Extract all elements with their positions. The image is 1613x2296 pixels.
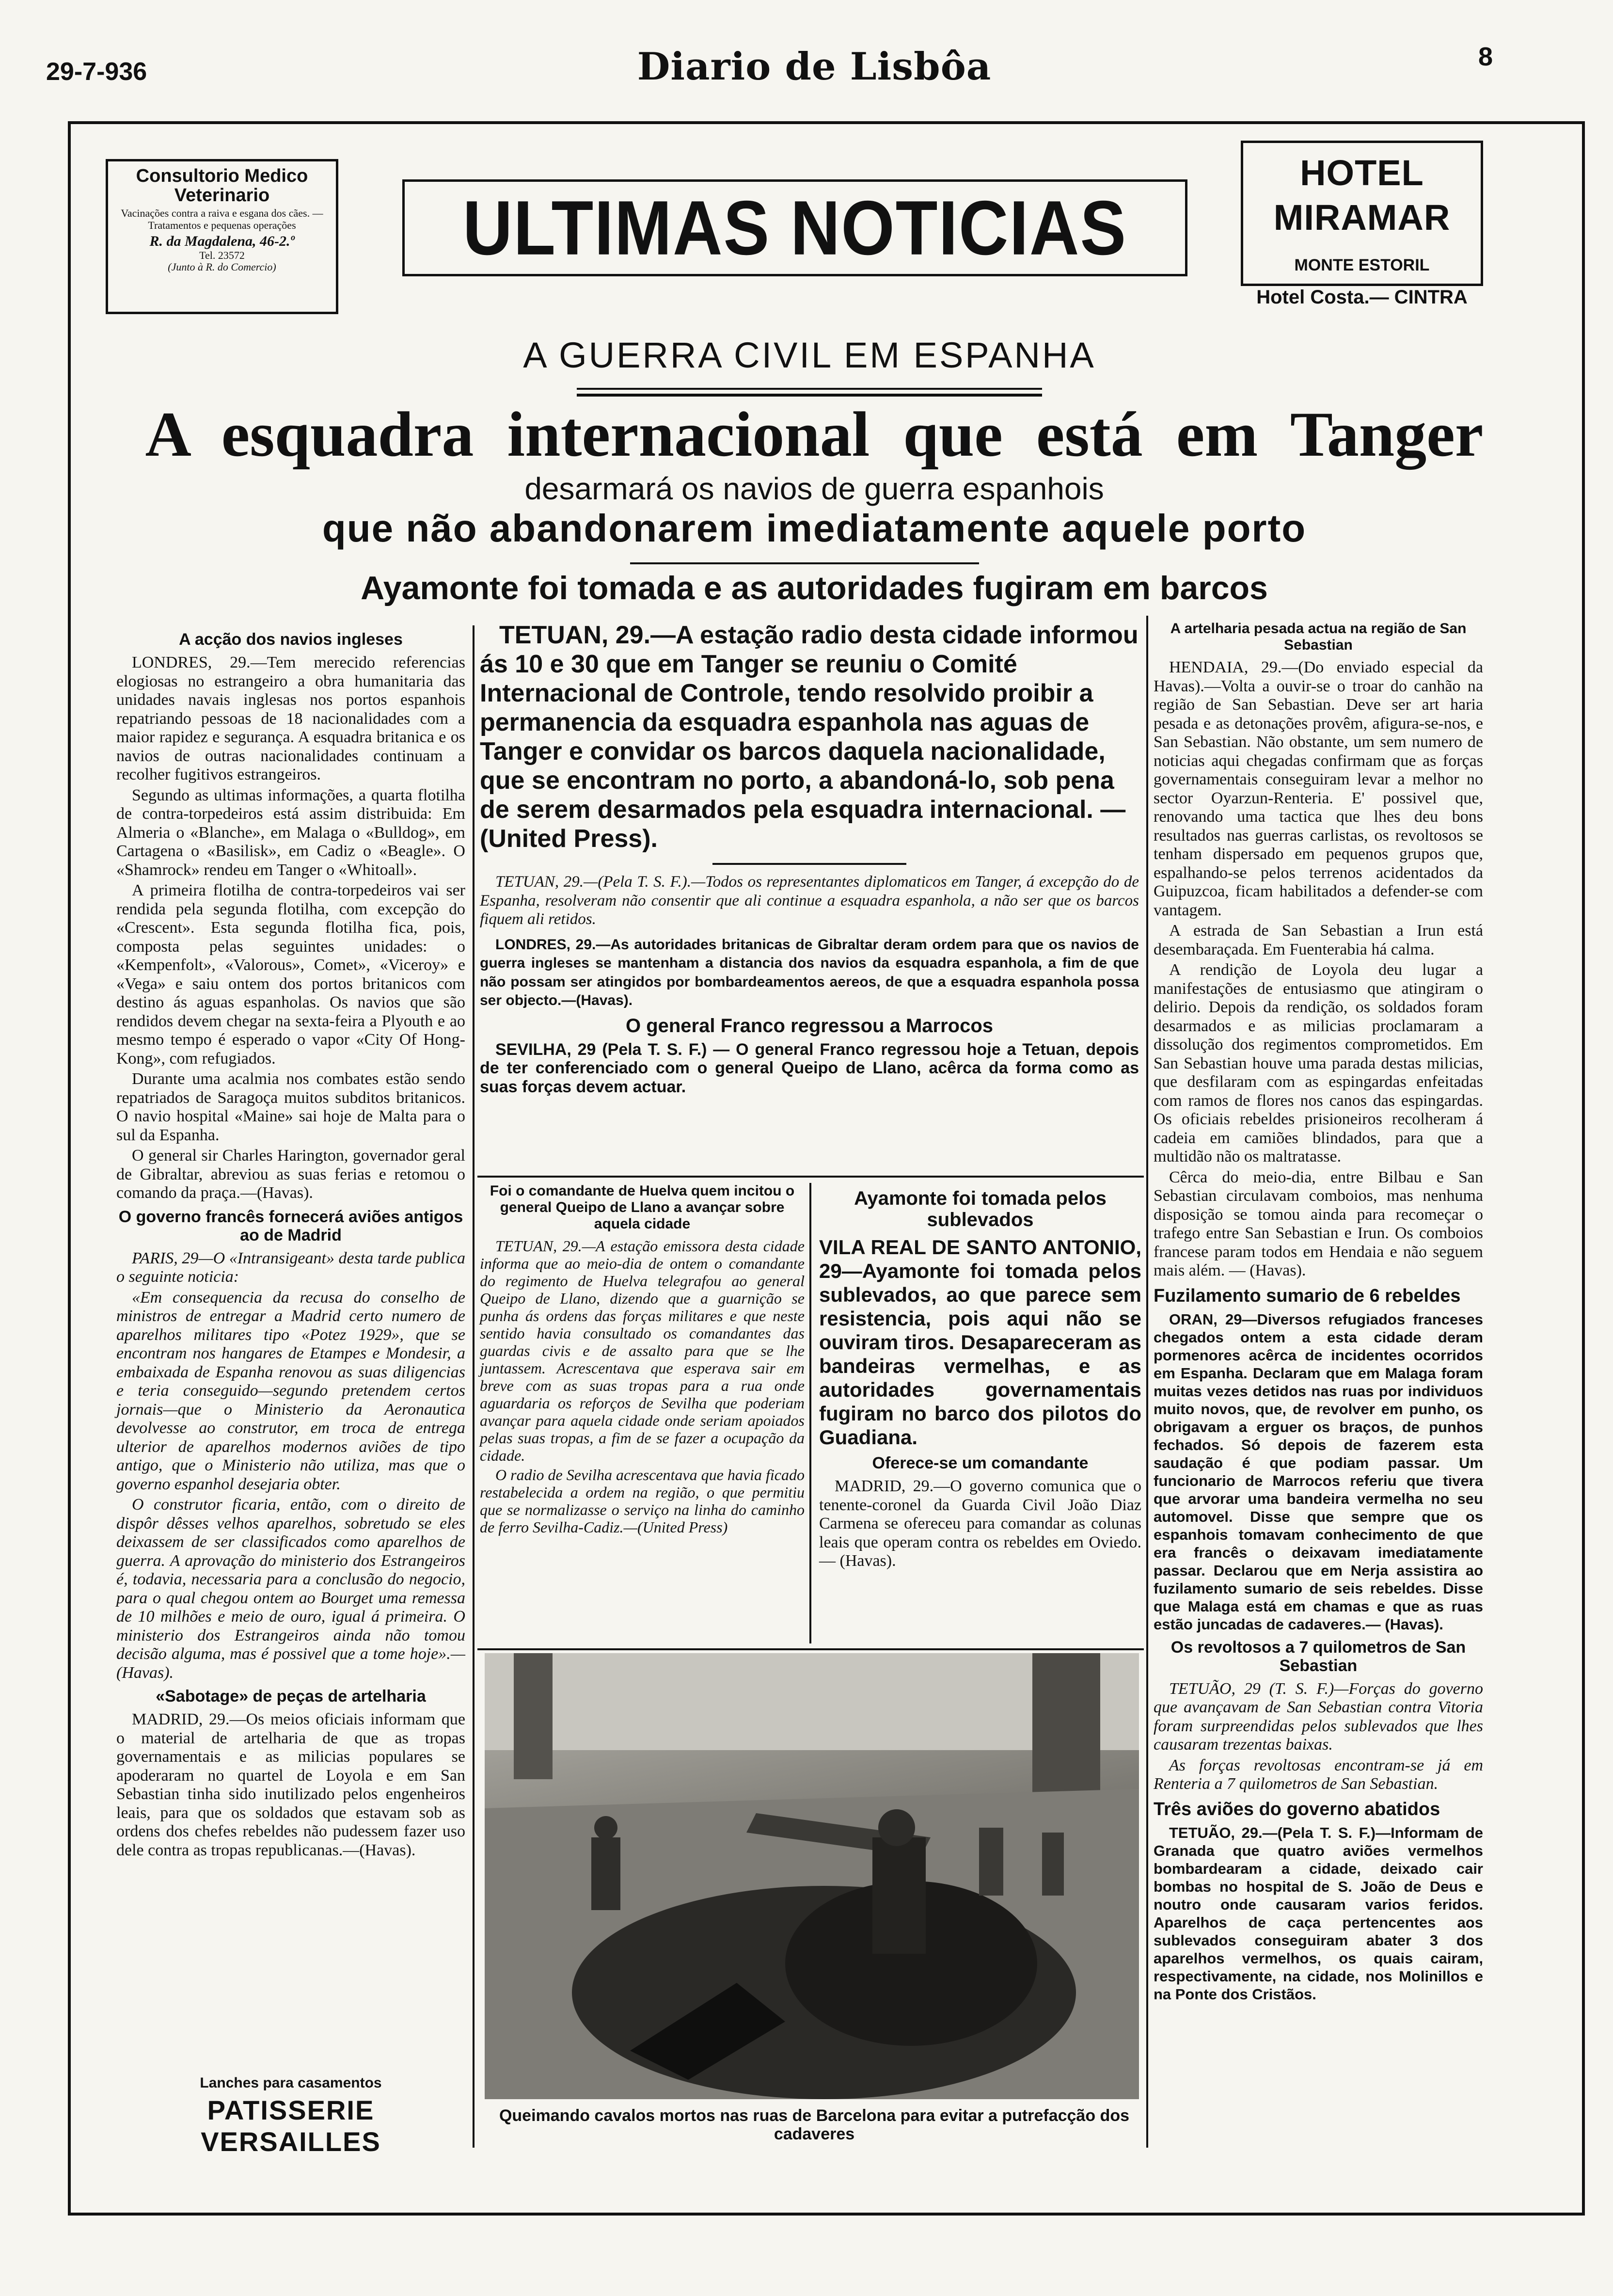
ad-vet-line2: Veterinario <box>174 185 270 206</box>
col1-subhead-2: O governo francês fornecerá aviões antigos ao de Madrid <box>118 1207 463 1244</box>
banner-title: ULTIMAS NOTICIAS <box>462 185 1127 271</box>
column-rule-2a <box>809 1183 811 1643</box>
ad-vet-line3: Vacinações contra a raiva e esgana dos cães. — Tratamentos e pequenas operações <box>121 207 323 231</box>
ad-hotel-line1: HOTEL MIRAMAR <box>1273 153 1451 238</box>
col2-paragraph-3: SEVILHA, 29 (Pela T. S. F.) — O general Franco regressou hoje a Tetuan, depois de ter conferenciado com o general Queipo de Llano, acêrca da forma como as suas forças devem actuar. <box>480 1040 1139 1096</box>
ad-hotel-line2: MONTE ESTORIL <box>1294 256 1430 274</box>
column-2b <box>819 1183 1141 1643</box>
col2-lead: TETUAN, 29.—A estação radio desta cidade informou ás 10 e 30 que em Tanger se reuniu o Comité Internacional de Controle, tendo resolvido proibir a permanencia da esquadra espanhola nas aguas de Tanger e convidar os barcos daquela nacionalidade, que se encontram no porto, a abandoná-lo, sob pena de serem desarmados pela esquadra internacional. — (United Press). <box>480 621 1139 853</box>
col3-subhead-3: Os revoltosos a 7 quilometros de San Sebastian <box>1170 1638 1466 1675</box>
col1-paragraph-7: «Em consequencia da recusa do conselho de ministros de entregar a Madrid certo numero de aparelhos militares tipo «Potez 1929», que se encontram nos hangares de Etampes e Mondesir, a embaixada de Espanha renovou as suas diligencias e teria conseguido—segundo pretendem certos jornais—que o Ministerio da Aeronautica devolvesse ao construtor, em troca de entrega ulterior de aparelhos modernos aviões de tipo antigo, que o Ministerio não utiliza, mas que o governo espanhol desejaria obter. <box>116 1288 465 1493</box>
col2b-subhead-1: Ayamonte foi tomada pelos sublevados <box>854 1188 1107 1230</box>
photo-barcelona <box>485 1653 1139 2099</box>
col2b-paragraph-2: MADRID, 29.—O governo comunica que o tenente-coronel da Guarda Civil João Diaz Carmena se ofereceu para comandar as colunas leais que operam contra os rebeldes em Oviedo.— (Havas). <box>819 1477 1141 1570</box>
banner-title-box <box>402 179 1187 276</box>
col2-rule <box>477 1176 1144 1178</box>
ad-hotel-line3: Hotel Costa.— CINTRA <box>1256 287 1468 308</box>
column-2 <box>480 621 1139 1173</box>
section-kicker: A GUERRA CIVIL EM ESPANHA <box>523 335 1096 375</box>
column-3 <box>1154 616 1483 2148</box>
col1-paragraph-8: O construtor ficaria, então, com o direito de dispôr dêsses velhos aparelhos, sobretudo se eles deixassem de ser classificados como aparelhos de guerra. A aprovação do ministerio dos Estrangeiros é, todavia, necessaria para a conclusão do negocio, para o qual chegou ontem ao Bourget uma remessa de 10 milhões e meio de ouro, igual á primeira. O ministerio dos Estrangeiros ainda não tomou decisão alguma, mas é possivel que a tome hoje».—(Havas). <box>116 1496 465 1682</box>
col2a-paragraph-2: O radio de Sevilha acrescentava que havia ficado restabelecida a ordem na região, o que permitiu que se normalizasse o serviço na linha do caminho de ferro Sevilha-Cadiz.—(United Press) <box>480 1466 805 1536</box>
ad-patisserie-line2: PATISSERIE VERSAILLES <box>201 2095 381 2157</box>
col3-paragraph-8: TETUÃO, 29.—(Pela T. S. F.)—Informam de Granada que quatro aviões vermelhos bombardearam a cidade, deixado cair bombas no hospital de S. João de Deus e noutro onde causaram varios feridos. Aparelhos de caça pertencentes aos sublevados conseguiram abater 3 dos aparelhos vermelhos, os quais cairam, respectivamente, na cidade, nos Molinillos e na Ponte dos Cristãos. <box>1154 1824 1483 2003</box>
headline-deck-2: que não abandonarem imediatamente aquele porto <box>322 507 1307 550</box>
masthead: Diario de Lisbôa <box>637 45 992 89</box>
col2b-paragraph-1: VILA REAL DE SANTO ANTONIO, 29—Ayamonte foi tomada pelos sublevados, ao que parece sem resistencia, pois aqui não se ouviram tiros. Desapareceram as bandeiras vermelhas, e as autoridades governamentais fugiram no barco dos pilotos do Guadiana. <box>819 1236 1141 1449</box>
col2b-subhead-2: Oferece-se um comandante <box>872 1454 1089 1472</box>
col2-paragraph-2: LONDRES, 29.—As autoridades britanicas de Gibraltar deram ordem para que os navios de guerra ingleses se mantenham a distancia dos navios da esquadra espanhola, a fim de que não possam ser atingidos por bombardeamentos aereos, de que a esquadra espanhola possa ser objecto.—(Havas). <box>480 936 1139 1008</box>
section-subhead: Ayamonte foi tomada e as autoridades fugiram em barcos <box>361 570 1268 606</box>
col3-paragraph-7: As forças revoltosas encontram-se já em Renteria a 7 quilometros de San Sebastian. <box>1154 1756 1483 1793</box>
col3-paragraph-4: Cêrca do meio-dia, entre Bilbau e San Sebastian circulavam comboios, mas nenhuma disposição se tomou ainda para recomeçar o trafego entre San Sebastian e Irun. Os comboios francese param todos em Hendaia e não seguem mais além. — (Havas). <box>1154 1168 1483 1279</box>
column-rule-1 <box>473 625 474 2148</box>
col1-subhead-1: A acção dos navios ingleses <box>179 630 403 649</box>
photo-top-rule <box>477 1648 1144 1650</box>
column-1 <box>116 625 465 2157</box>
headline-deck-1: desarmará os navios de guerra espanhois <box>524 471 1104 506</box>
col1-paragraph-3: A primeira flotilha de contra-torpedeiros vai ser rendida pela segunda flotilha, com excepção do «Crescent». Esta segunda flotilha fica, pois, composta pelas seguintes unidades: o «Kempenfolt», «Valorous», Comet», «Viceroy» e «Vega» e saiu ontem dos portos britanicos com destino ás aguas espanholas. Os navios que são rendidos devem chegar na sexta-feira a Plyouth e ao mesmo tempo é esperado o vapor «City Of Hong-Kong», com refugiados. <box>116 881 465 1068</box>
ad-hotel-miramar <box>1241 141 1483 308</box>
col2-subhead-1: O general Franco regressou a Marrocos <box>625 1015 994 1036</box>
col1-paragraph-1: LONDRES, 29.—Tem merecido referencias elogiosas no estrangeiro a obra humanitaria das unidades navais inglesas nos portos espanhois repatriando pessoas de 18 nacionalidades com a maior rapidez e segurança. A esquadra britanica e os navios de outras nacionalidades continuam a recolher fugitivos estrangeiros. <box>116 654 465 783</box>
photo-caption: Queimando cavalos mortos nas ruas de Barcelona para evitar a putrefacção dos cadaveres <box>499 2106 1130 2143</box>
col3-subhead-1: A artelharia pesada actua na região de San Sebastian <box>1170 621 1467 653</box>
col2-lead-rule <box>712 863 906 865</box>
ad-patisserie-line1: Lanches para casamentos <box>200 2075 382 2091</box>
col3-subhead-4: Três aviões do governo abatidos <box>1154 1799 1440 1819</box>
col2a-paragraph-1: TETUAN, 29.—A estação emissora desta cidade informa que ao meio-dia de ontem o comandante do regimento de Huelva telegrafou ao general Queipo de Llano, dizendo que a guarnição se punha ás ordens das forças militares e que neste sentido havia consultado os comandantes das guardas civis e de assalto para que se lhe juntassem. Acrescentava que esperava sair em breve com as suas tropas para a rua onde aguardaria os reforços de Sevilha que poderiam avançar para aquela cidade onde seriam apoiados pelas suas tropas, a fim de se fazer a ocupação da cidade. <box>480 1237 805 1464</box>
page-number: 8 <box>1478 42 1493 71</box>
col1-paragraph-4: Durante uma acalmia nos combates estão sendo repatriados de Saragoça muitos subditos britanicos. O navio hospital «Maine» sai hoje de Malta para o sul da Espanha. <box>116 1070 465 1144</box>
col1-paragraph-5: O general sir Charles Harington, governador geral de Gibraltar, abreviou as suas ferias e retomou o comando da praça.—(Havas). <box>116 1147 465 1202</box>
col2a-subhead-1: Foi o comandante de Huelva quem incitou o general Queipo de Llano a avançar sobre aquela cidade <box>490 1183 795 1232</box>
photo-scene <box>485 1653 1139 2099</box>
deck-rule <box>630 562 979 564</box>
kicker-rule-1 <box>577 388 1042 390</box>
column-rule-2 <box>1146 616 1148 2148</box>
col2-paragraph-1: TETUAN, 29.—(Pela T. S. F.).—Todos os representantes diplomaticos em Tanger, á excepção do de Espanha, resolveram não consentir que ali continue a esquadra espanhola, a não ser que os barcos fiquem ali retidos. <box>480 873 1139 928</box>
col1-subhead-3: «Sabotage» de peças de artelharia <box>156 1687 426 1706</box>
col3-subhead-2: Fuzilamento sumario de 6 rebeldes <box>1154 1285 1461 1306</box>
ad-veterinary <box>106 159 338 314</box>
col3-paragraph-2: A estrada de San Sebastian a Irun está desembaraçada. Em Fuenterabia há calma. <box>1154 922 1483 958</box>
col3-paragraph-1: HENDAIA, 29.—(Do enviado especial da Havas).—Volta a ouvir-se o troar do canhão na região de San Sebastian. Deve ser art haria pesada e as detonações provêm, afigura-se-nos, e San Sebastian. Não obstante, um sem numero de noticias aqui chegadas confirmam que as forças governamentais conseguiram levar a melhor no sector Oyarzun-Renteria. E' possivel que, renovando uma tactica que lhes deu bons resultados nas guerras carlistas, os revoltosos se tenham dispersado em pequenos grupos que, espalhando-se pelos terrenos acidentados da Guipuzcoa, ficam habilitados a defender-se com vantagem. <box>1154 658 1483 919</box>
col3-paragraph-6: TETUÃO, 29 (T. S. F.)—Forças do governo que avançavam de San Sebastian contra Vitoria foram surpreendidas pelos sublevados que lhes causaram trezentas baixas. <box>1154 1679 1483 1754</box>
main-headline: A esquadra internacional que está em Tanger <box>145 399 1484 470</box>
col3-paragraph-5: ORAN, 29—Diversos refugiados franceses chegados ontem a esta cidade deram pormenores acêrca de incidentes ocorridos em Espanha. Declaram que em Malaga foram muitas vezes detidos nas ruas por individuos muito novos, que, de revolver em punho, os obrigavam a erguer os braços, de punhos fechados. Só depois de fazerem esta saudação é que podiam passar. Um funcionario de Marrocos referiu que tivera que arvorar uma bandeira vermelha no seu automovel. Disse que sempre que os espanhois tomavam conhecimento de que era francês o deixavam imediatamente passar. Declarou que em Nerja assistira ao fuzilamento sumario de seis rebeldes. Disse que Malaga está em chamas e que as ruas estão juncadas de cadaveres.— (Havas). <box>1154 1310 1483 1633</box>
ad-vet-line1: Consultorio Medico <box>136 166 308 186</box>
col1-paragraph-9: MADRID, 29.—Os meios oficiais informam que o material de artelharia de que as tropas governamentais e as milicias populares se apoderaram no quartel de Loyola e em San Sebastian tinha sido inutilizado pelos engenheiros leais, para que os soldados que estavam sob as ordens dos chefes rebeldes não pudessem fazer uso dele contra as tropas republicanas.—(Havas). <box>116 1710 465 1859</box>
col1-paragraph-2: Segundo as ultimas informações, a quarta flotilha de contra-torpedeiros está assim distribuida: Em Almeria o «Blanche», em Malaga o «Bulldog», em Cartagena o «Basilisk», em Cadiz o «Beagle». O «Shamrock» rendeu em Tanger o «Whitoall». <box>116 786 465 879</box>
col3-paragraph-3: A rendição de Loyola deu lugar a manifestações de entusiasmo que atingiram o delirio. Depois da rendição, os soldados foram desarmados e as milicias proclamaram a dissolução dos regimentos comprometidos. Em San Sebastian houve uma parada destas milicias, que desfilaram com as espingardas enfeitadas com ramos de flores nos canos das espingardas. Os oficiais rebeldes prisioneiros recolheram á cadeia em camiões blindados, para que a multidão não os maltratasse. <box>1154 961 1483 1165</box>
column-2a <box>480 1178 805 1643</box>
page-date: 29-7-936 <box>46 58 147 86</box>
ad-vet-line5: Tel. 23572 <box>199 249 245 261</box>
col1-paragraph-6: PARIS, 29—O «Intransigeant» desta tarde publica o seguinte noticia: <box>116 1249 465 1286</box>
ad-vet-line6: (Junto à R. do Comercio) <box>168 261 276 273</box>
ad-vet-line4: R. da Magdalena, 46-2.º <box>149 233 295 249</box>
